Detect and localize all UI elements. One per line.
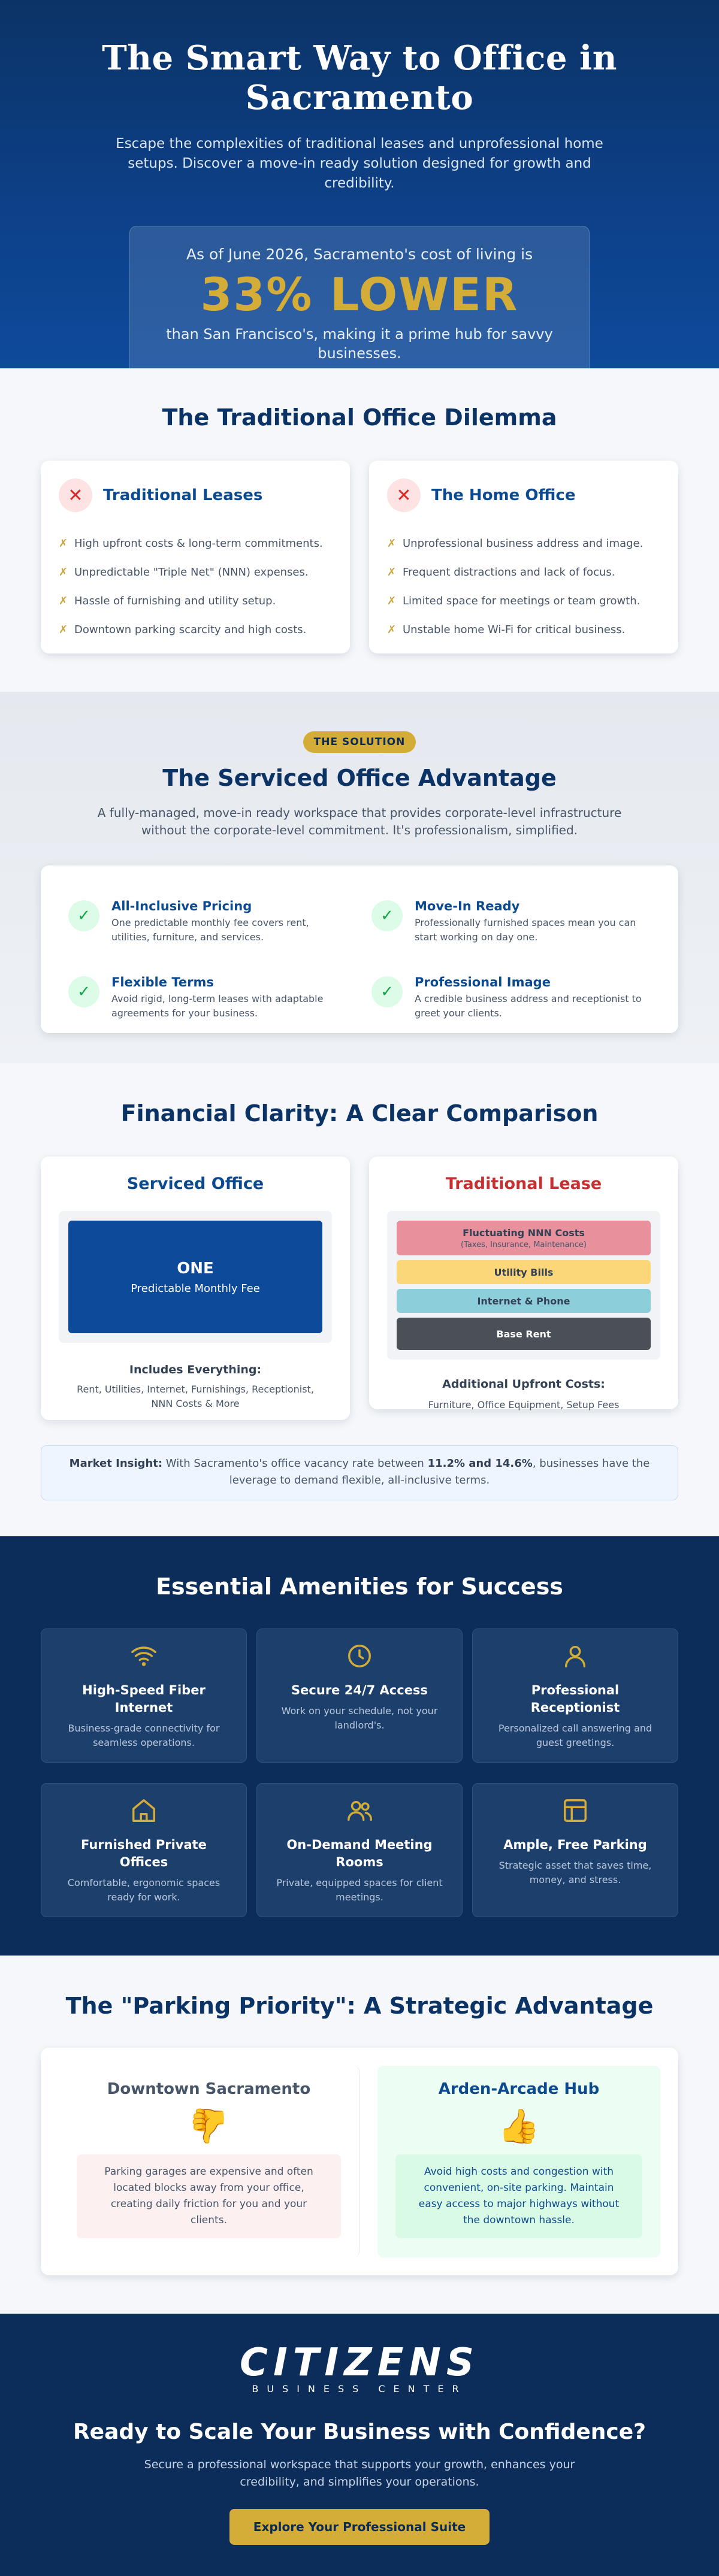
users-icon	[346, 1797, 373, 1824]
home-icon	[130, 1797, 158, 1824]
list-item: ✗ Unstable home Wi-Fi for critical business.	[387, 623, 626, 636]
cta-text: Secure a professional workspace that supports your growth, enhances your credibility, and simplifies your operations.	[144, 2458, 575, 2489]
clock-icon	[346, 1642, 373, 1670]
list-item: ✗ High upfront costs & long-term commitments.	[59, 537, 323, 550]
feature-text: Avoid rigid, long-term leases with adaptable agreements for your business.	[111, 993, 324, 1019]
feature-text: A credible business address and receptionist to greet your clients.	[415, 993, 642, 1019]
amenity-title: Furnished Private Offices	[81, 1838, 207, 1869]
cross-mark-icon: ✗	[387, 594, 397, 607]
feature-professional-image	[371, 975, 651, 1023]
feature-title: Professional Image	[415, 975, 551, 989]
traditional-leases-card	[41, 461, 350, 653]
base-rent-bar: Base Rent	[397, 1318, 651, 1350]
feature-move-in-ready	[371, 899, 651, 947]
column-title: Arden-Arcade Hub	[438, 2080, 600, 2098]
feature-title: Flexible Terms	[111, 975, 214, 989]
amenities-section	[0, 1536, 719, 1956]
amenity-card	[256, 1628, 463, 1763]
thumbs-down-icon: 👍	[188, 2106, 230, 2145]
column-title: Downtown Sacramento	[107, 2080, 311, 2098]
cross-mark-icon: ✗	[387, 565, 397, 579]
citizens-logo: CITIZENS BUSINESS CENTER	[239, 2341, 480, 2395]
x-icon: ✕	[387, 479, 421, 512]
cross-mark-icon: ✗	[59, 565, 68, 579]
list-item: ✗ Downtown parking scarcity and high costs.	[59, 623, 307, 636]
cross-mark-icon: ✗	[387, 623, 397, 636]
stat-outro: than San Francisco's, making it a prime hub for savvy businesses.	[166, 326, 553, 362]
feature-title: Move-In Ready	[415, 899, 520, 913]
one-fee-block: ONE Predictable Monthly Fee	[68, 1221, 322, 1333]
dilemma-section	[0, 368, 719, 692]
amenity-card	[256, 1783, 463, 1917]
explore-suite-button[interactable]: Explore Your Professional Suite	[229, 2509, 490, 2545]
feature-flexible-terms	[68, 975, 348, 1023]
internet-bar: Internet & Phone	[397, 1289, 651, 1313]
parking-title: The "Parking Priority": A Strategic Advantage	[65, 1993, 654, 2019]
amenity-text: Private, equipped spaces for client meetings.	[276, 1877, 443, 1903]
amenity-title: High-Speed Fiber Internet	[82, 1683, 206, 1715]
downtown-note: Parking garages are expensive and often located blocks away from your office, creating daily friction for you and your clients.	[77, 2154, 341, 2238]
includes-title: Includes Everything:	[129, 1363, 262, 1376]
additional-costs-title: Additional Upfront Costs:	[442, 1378, 605, 1391]
card-title: Traditional Lease	[445, 1175, 602, 1193]
dilemma-title: The Traditional Office Dilemma	[162, 404, 557, 431]
layout-icon	[561, 1797, 589, 1824]
amenity-title: Ample, Free Parking	[503, 1838, 647, 1852]
solution-title: The Serviced Office Advantage	[162, 765, 557, 791]
page-title: The Smart Way to Office in Sacramento	[102, 38, 617, 117]
list-item: ✗ Frequent distractions and lack of focus.	[387, 565, 615, 579]
list-item: ✗ Unprofessional business address and image.	[387, 537, 644, 550]
cta-section	[0, 2314, 719, 2576]
fee-visual	[59, 1211, 332, 1343]
traditional-lease-card	[369, 1157, 678, 1409]
amenity-text: Comfortable, ergonomic spaces ready for work.	[67, 1877, 220, 1903]
parking-section	[0, 1956, 719, 2314]
amenity-card	[472, 1783, 678, 1917]
home-office-card	[369, 461, 678, 653]
cross-mark-icon: ✗	[387, 537, 397, 550]
financial-title: Financial Clarity: A Clear Comparison	[120, 1100, 599, 1127]
amenity-card	[41, 1783, 247, 1917]
thumbs-up-icon: 👍	[498, 2107, 540, 2146]
nnn-cost-bar: Fluctuating NNN Costs (Taxes, Insurance, Maintenance)	[397, 1221, 651, 1255]
card-title: Serviced Office	[126, 1175, 264, 1193]
solution-description: A fully-managed, move-in ready workspace that provides corporate-level infrastructure without the corporate-level commitment. It's professionalism, simplified.	[97, 806, 622, 837]
parking-comparison-card	[41, 2048, 678, 2275]
cross-mark-icon: ✗	[59, 594, 68, 607]
check-icon: ✓	[68, 900, 99, 931]
amenity-text: Personalized call answering and guest greetings.	[498, 1723, 652, 1748]
card-title: Traditional Leases	[103, 486, 263, 504]
x-icon: ✕	[59, 479, 92, 512]
utility-bar: Utility Bills	[397, 1260, 651, 1284]
amenity-text: Strategic asset that saves time, money, and stress.	[499, 1860, 652, 1885]
amenity-text: Work on your schedule, not your landlord's.	[281, 1705, 438, 1731]
feature-text: Professionally furnished spaces mean you can start working on day one.	[415, 917, 636, 943]
downtown-column	[59, 2066, 360, 2257]
solution-section	[0, 692, 719, 1063]
hero-subtitle: Escape the complexities of traditional leases and unprofessional home setups. Discover a move-in ready solution designed for growth and credibility.	[116, 136, 603, 191]
amenity-card	[41, 1628, 247, 1763]
stat-value: 33% LOWER	[200, 268, 519, 321]
list-item: ✗ Hassle of furnishing and utility setup.	[59, 594, 276, 607]
check-icon: ✓	[371, 976, 403, 1007]
financial-section	[0, 1063, 719, 1536]
check-icon: ✓	[68, 976, 99, 1007]
cta-title: Ready to Scale Your Business with Confidence?	[72, 2420, 647, 2444]
solution-badge: THE SOLUTION	[303, 731, 416, 753]
serviced-office-card	[41, 1157, 350, 1420]
cross-mark-icon: ✗	[59, 623, 68, 636]
user-icon	[561, 1642, 589, 1670]
list-item: ✗ Limited space for meetings or team growth.	[387, 594, 641, 607]
market-insight: Market Insight: With Sacramento's office vacancy rate between 11.2% and 14.6%, businesses have the leverage to demand flexible, all-inclusive terms.	[41, 1445, 678, 1500]
amenity-text: Business-grade connectivity for seamless operations.	[68, 1723, 220, 1748]
card-title: The Home Office	[431, 486, 576, 504]
includes-list: Rent, Utilities, Internet, Furnishings, Receptionist, NNN Costs & More	[77, 1384, 314, 1409]
additional-costs-list: Furniture, Office Equipment, Setup Fees	[428, 1399, 620, 1410]
amenity-title: Professional Receptionist	[530, 1683, 620, 1715]
amenity-card	[472, 1628, 678, 1763]
cost-stat-box	[129, 226, 590, 376]
amenity-title: On-Demand Meeting Rooms	[286, 1838, 433, 1869]
check-icon: ✓	[371, 900, 403, 931]
cost-stack-visual	[387, 1211, 660, 1360]
feature-title: All-Inclusive Pricing	[111, 899, 252, 913]
arden-arcade-column	[377, 2066, 660, 2257]
amenities-title: Essential Amenities for Success	[156, 1573, 563, 1600]
arden-arcade-note: Avoid high costs and congestion with convenient, on-site parking. Maintain easy access to major highways without the downtown hassle.	[395, 2154, 642, 2238]
list-item: ✗ Unpredictable "Triple Net" (NNN) expenses.	[59, 565, 309, 579]
stat-intro: As of June 2026, Sacramento's cost of living is	[186, 246, 533, 263]
features-card	[41, 865, 678, 1033]
wifi-icon	[130, 1642, 158, 1670]
feature-text: One predictable monthly fee covers rent, utilities, furniture, and services.	[111, 917, 309, 943]
feature-all-inclusive	[68, 899, 348, 947]
hero-section	[0, 0, 719, 368]
cross-mark-icon: ✗	[59, 537, 68, 550]
amenity-title: Secure 24/7 Access	[291, 1683, 428, 1697]
